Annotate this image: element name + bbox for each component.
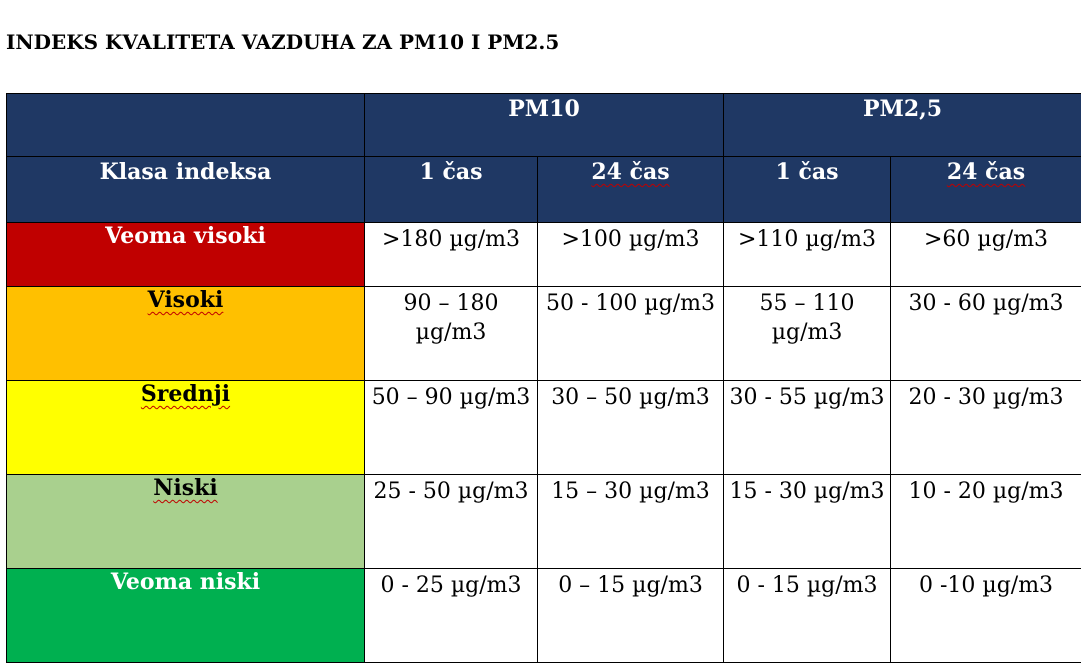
header-pm25: [724, 94, 1081, 157]
value-text: 0 - 25 µg/m3: [380, 573, 522, 598]
value-text: 25 - 50 µg/m3: [373, 479, 529, 504]
value-text: 90 – 180 µg/m3: [403, 291, 499, 345]
value-text: 50 - 100 µg/m3: [545, 291, 716, 316]
value-cell: [724, 223, 891, 287]
header-pm10-1h: [365, 157, 538, 223]
value-text: 0 -10 µg/m3: [918, 573, 1054, 598]
header-corner-cell: [7, 94, 365, 157]
value-cell: [365, 475, 538, 569]
table-row: [7, 381, 1081, 475]
value-text: >110 µg/m3: [737, 227, 877, 252]
value-text: 10 - 20 µg/m3: [908, 479, 1064, 504]
value-text: >180 µg/m3: [381, 227, 521, 252]
header-pm10-label: PM10: [508, 96, 580, 122]
value-cell: [724, 569, 891, 663]
value-text: >60 µg/m3: [923, 227, 1049, 252]
table-row: [7, 569, 1081, 663]
value-text: 15 – 30 µg/m3: [551, 479, 710, 504]
value-text: >100 µg/m3: [561, 227, 700, 252]
value-cell: [724, 381, 891, 475]
header-class-label: Klasa indeksa: [99, 159, 272, 185]
header-pm10: [365, 94, 724, 157]
value-cell: [891, 287, 1081, 381]
value-cell: [891, 223, 1081, 287]
header-pm10-1h-label: 1 čas: [419, 159, 483, 185]
value-cell: [365, 287, 538, 381]
value-text: 30 - 55 µg/m3: [729, 385, 885, 410]
class-cell-low: [7, 475, 365, 569]
value-cell: [891, 381, 1081, 475]
value-cell: [538, 569, 724, 663]
class-cell-very-low: [7, 569, 365, 663]
header-pm25-1h: [724, 157, 891, 223]
value-text: 55 – 110 µg/m3: [759, 291, 855, 345]
header-pm10-24h-label: 24 čas: [591, 159, 670, 185]
class-cell-high: [7, 287, 365, 381]
table-row: [7, 287, 1081, 381]
header-row-periods: [7, 157, 1081, 223]
value-cell: [538, 287, 724, 381]
header-pm10-24h: [538, 157, 724, 223]
class-label: Veoma visoki: [105, 223, 266, 249]
value-cell: [365, 223, 538, 287]
header-class-column: [7, 157, 365, 223]
value-cell: [365, 381, 538, 475]
value-cell: [538, 381, 724, 475]
value-text: 30 - 60 µg/m3: [908, 291, 1064, 316]
value-cell: [724, 287, 891, 381]
table-row: [7, 475, 1081, 569]
document-title: INDEKS KVALITETA VAZDUHA ZA PM10 I PM2.5: [6, 30, 560, 54]
value-cell: [724, 475, 891, 569]
air-quality-index-table: [6, 93, 1081, 663]
header-pm25-24h-label: 24 čas: [946, 159, 1026, 185]
value-cell: [365, 569, 538, 663]
class-label: Veoma niski: [110, 569, 261, 595]
class-cell-very-high: [7, 223, 365, 287]
value-text: 50 – 90 µg/m3: [371, 385, 531, 410]
class-label: Srednji: [140, 381, 231, 407]
class-label: Niski: [153, 475, 218, 501]
header-row-pollutants: [7, 94, 1081, 157]
value-cell: [891, 569, 1081, 663]
value-cell: [538, 223, 724, 287]
class-cell-medium: [7, 381, 365, 475]
header-pm25-24h: [891, 157, 1081, 223]
value-cell: [891, 475, 1081, 569]
header-pm25-1h-label: 1 čas: [775, 159, 839, 185]
class-label: Visoki: [147, 287, 224, 313]
value-text: 0 – 15 µg/m3: [558, 573, 703, 598]
value-text: 30 – 50 µg/m3: [551, 385, 710, 410]
header-pm25-label: PM2,5: [862, 96, 943, 122]
table-row: [7, 223, 1081, 287]
value-cell: [538, 475, 724, 569]
value-text: 20 - 30 µg/m3: [908, 385, 1064, 410]
value-text: 0 - 15 µg/m3: [736, 573, 878, 598]
value-text: 15 - 30 µg/m3: [729, 479, 885, 504]
